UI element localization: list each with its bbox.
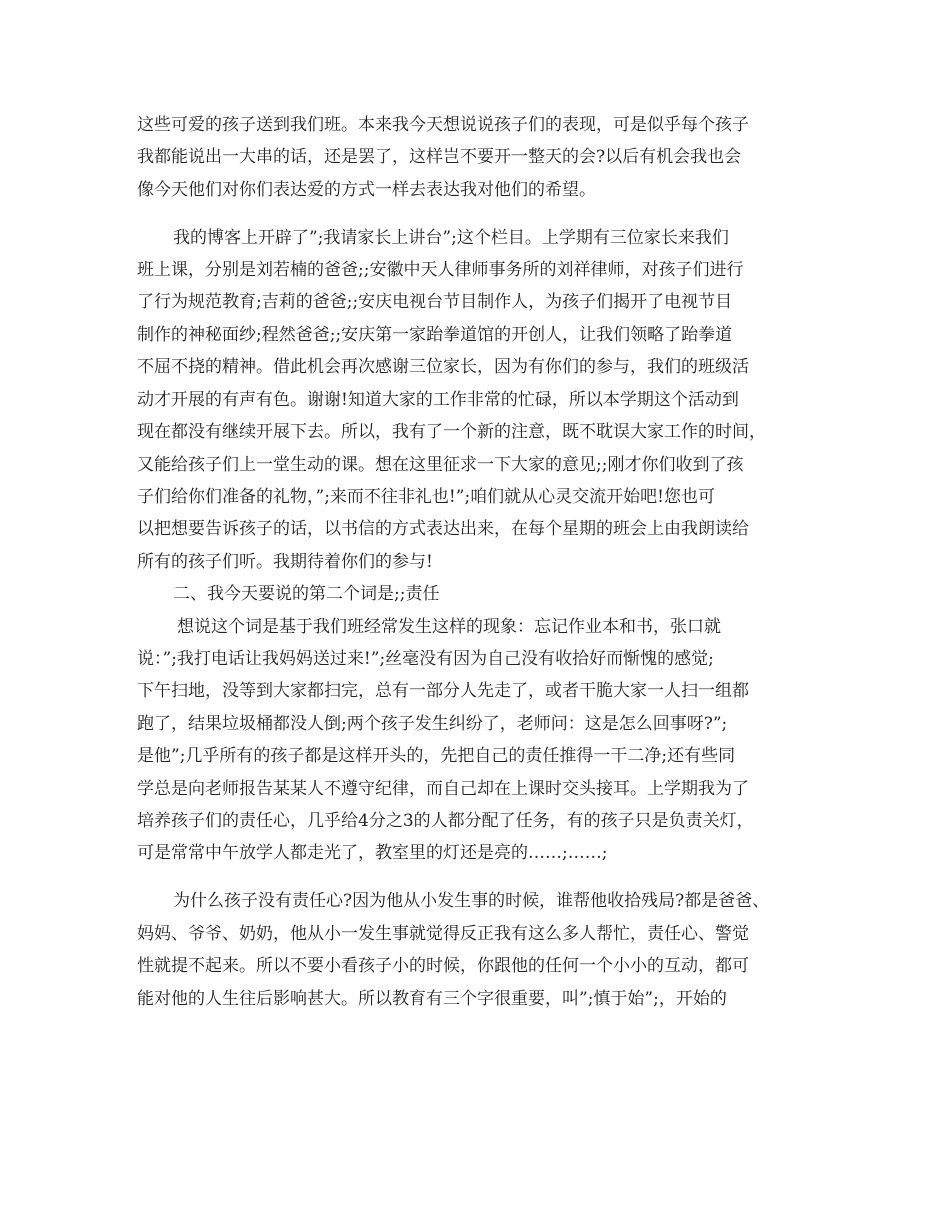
text-line: 我都能说出一大串的话，还是罢了，这样岂不要开一整天的会?以后有机会我也会	[137, 147, 742, 167]
text-line: 培养孩子们的责任心，几乎给4分之3的人都分配了任务，有的孩子只是负责关灯，	[137, 811, 754, 831]
section-heading: 二、我今天要说的第二个词是;;责任	[173, 584, 440, 604]
text-line: 我的博客上开辟了”;我请家长上讲台”;这个栏目。上学期有三位家长来我们	[173, 228, 729, 248]
text-line: 像今天他们对你们表达爱的方式一样去表达我对他们的希望。	[137, 180, 596, 200]
text-line: 子们给你们准备的礼物，”;来而不往非礼也!”;咱们就从心灵交流开始吧!您也可	[137, 487, 715, 507]
text-line: 制作的神秘面纱;程然爸爸;;安庆第一家跆拳道馆的开创人，让我们领略了跆拳道	[137, 325, 733, 345]
text-line: 能对他的人生往后影响甚大。所以教育有三个字很重要，叫”;慎于始”;，开始的	[137, 989, 727, 1009]
text-line: 现在都没有继续开展下去。所以，我有了一个新的注意，既不耽误大家工作的时间，	[137, 422, 766, 442]
text-line: 想说这个词是基于我们班经常发生这样的现象：忘记作业本和书，张口就	[177, 617, 721, 637]
text-line: 为什么孩子没有责任心?因为他从小发生事的时候，谁帮他收拾残局?都是爸爸、	[173, 891, 770, 911]
text-line: 所有的孩子们听。我期待着你们的参与!	[137, 552, 433, 572]
text-line: 跑了，结果垃圾桶都没人倒;两个孩子发生纠纷了，老师问：这是怎么回事呀?”;	[137, 714, 728, 734]
text-line: 又能给孩子们上一堂生动的课。想在这里征求一下大家的意见;;刚才你们收到了孩	[137, 455, 744, 475]
text-line: 可是常常中午放学人都走光了，教室里的灯还是亮的……;……;	[137, 843, 608, 863]
text-line: 是他”;几乎所有的孩子都是这样开头的，先把自己的责任推得一干二净;还有些同	[137, 746, 736, 766]
text-line: 妈妈、爷爷、奶奶，他从小一发生事就觉得反正我有这么多人帮忙，责任心、警觉	[137, 924, 749, 944]
text-line: 动才开展的有声有色。谢谢!知道大家的工作非常的忙碌，所以本学期这个活动到	[137, 390, 739, 410]
text-line: 下午扫地，没等到大家都扫完，总有一部分人先走了，或者干脆大家一人扫一组都	[137, 681, 749, 701]
text-line: 性就提不起来。所以不要小看孩子小的时候，你跟他的任何一个小小的互动，都可	[137, 956, 749, 976]
text-line: 说：”;我打电话让我妈妈送过来!”;丝毫没有因为自己没有收拾好而惭愧的感觉;	[137, 649, 714, 669]
text-line: 了行为规范教育;吉莉的爸爸;;安庆电视台节目制作人，为孩子们揭开了电视节目	[137, 292, 733, 312]
text-line: 班上课，分别是刘若楠的爸爸;;安徽中天人律师事务所的刘祥律师，对孩子们进行	[137, 260, 744, 280]
text-line: 这些可爱的孩子送到我们班。本来我今天想说说孩子们的表现，可是似乎每个孩子	[137, 115, 749, 135]
text-line: 学总是向老师报告某某人不遵守纪律，而自己却在上课时交头接耳。上学期我为了	[137, 779, 749, 799]
text-line: 以把想要告诉孩子的话，以书信的方式表达出来，在每个星期的班会上由我朗读给	[137, 519, 749, 539]
text-line: 不屈不挠的精神。借此机会再次感谢三位家长，因为有你们的参与，我们的班级活	[137, 357, 749, 377]
